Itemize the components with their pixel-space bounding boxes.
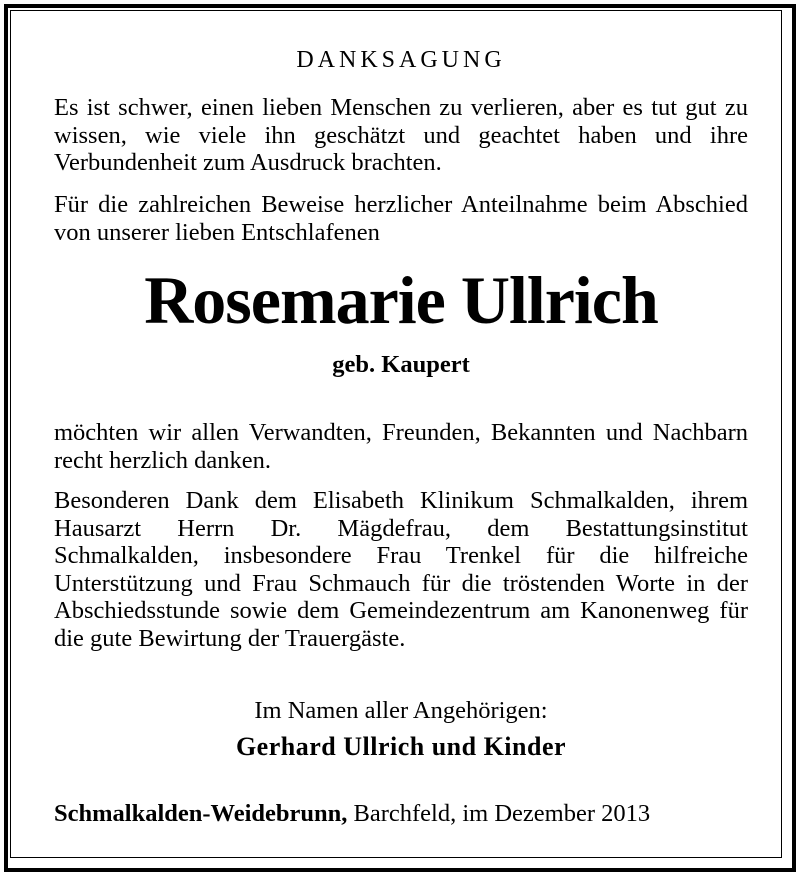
thanks-paragraph: möchten wir allen Verwandten, Freunden, Bekannten und Nachbarn recht herzlich danken. (54, 419, 748, 474)
place-date: Barchfeld, im Dezember 2013 (347, 800, 651, 827)
deceased-name: Rosemarie Ullrich (144, 262, 658, 338)
intro-paragraph: Es ist schwer, einen lieben Menschen zu verlieren, aber es tut gut zu wissen, wie viele ihn geschätzt und geachtet haben und ihre Verbundenheit zum Ausdruck brachten. (54, 94, 748, 176)
signers: Gerhard Ullrich und Kinder (235, 732, 567, 761)
closing-line: Im Namen aller Angehörigen: (254, 697, 548, 724)
place-date-line (54, 800, 748, 828)
birth-name: geb. Kaupert (332, 351, 470, 378)
sympathy-paragraph: Für die zahlreichen Beweise herzlicher Anteilnahme beim Abschied von unserer lieben Entschlafenen (54, 191, 748, 246)
place-name: Schmalkalden-Weidebrunn, (54, 800, 348, 827)
notice-heading: DANKSAGUNG (296, 47, 506, 73)
special-thanks-paragraph: Besonderen Dank dem Elisabeth Klinikum Schmalkalden, ihrem Hausarzt Herrn Dr. Mägdefrau, dem Bestattungsinstitut Schmalkalden, insbesondere Frau Trenkel für die hilfreiche Unterstützung und Frau Schmauch für die tröstenden Worte in der Abschiedsstunde sowie dem Gemeindezentrum am Kanonenweg für die gute Bewirtung der Trauergäste. (54, 487, 748, 652)
